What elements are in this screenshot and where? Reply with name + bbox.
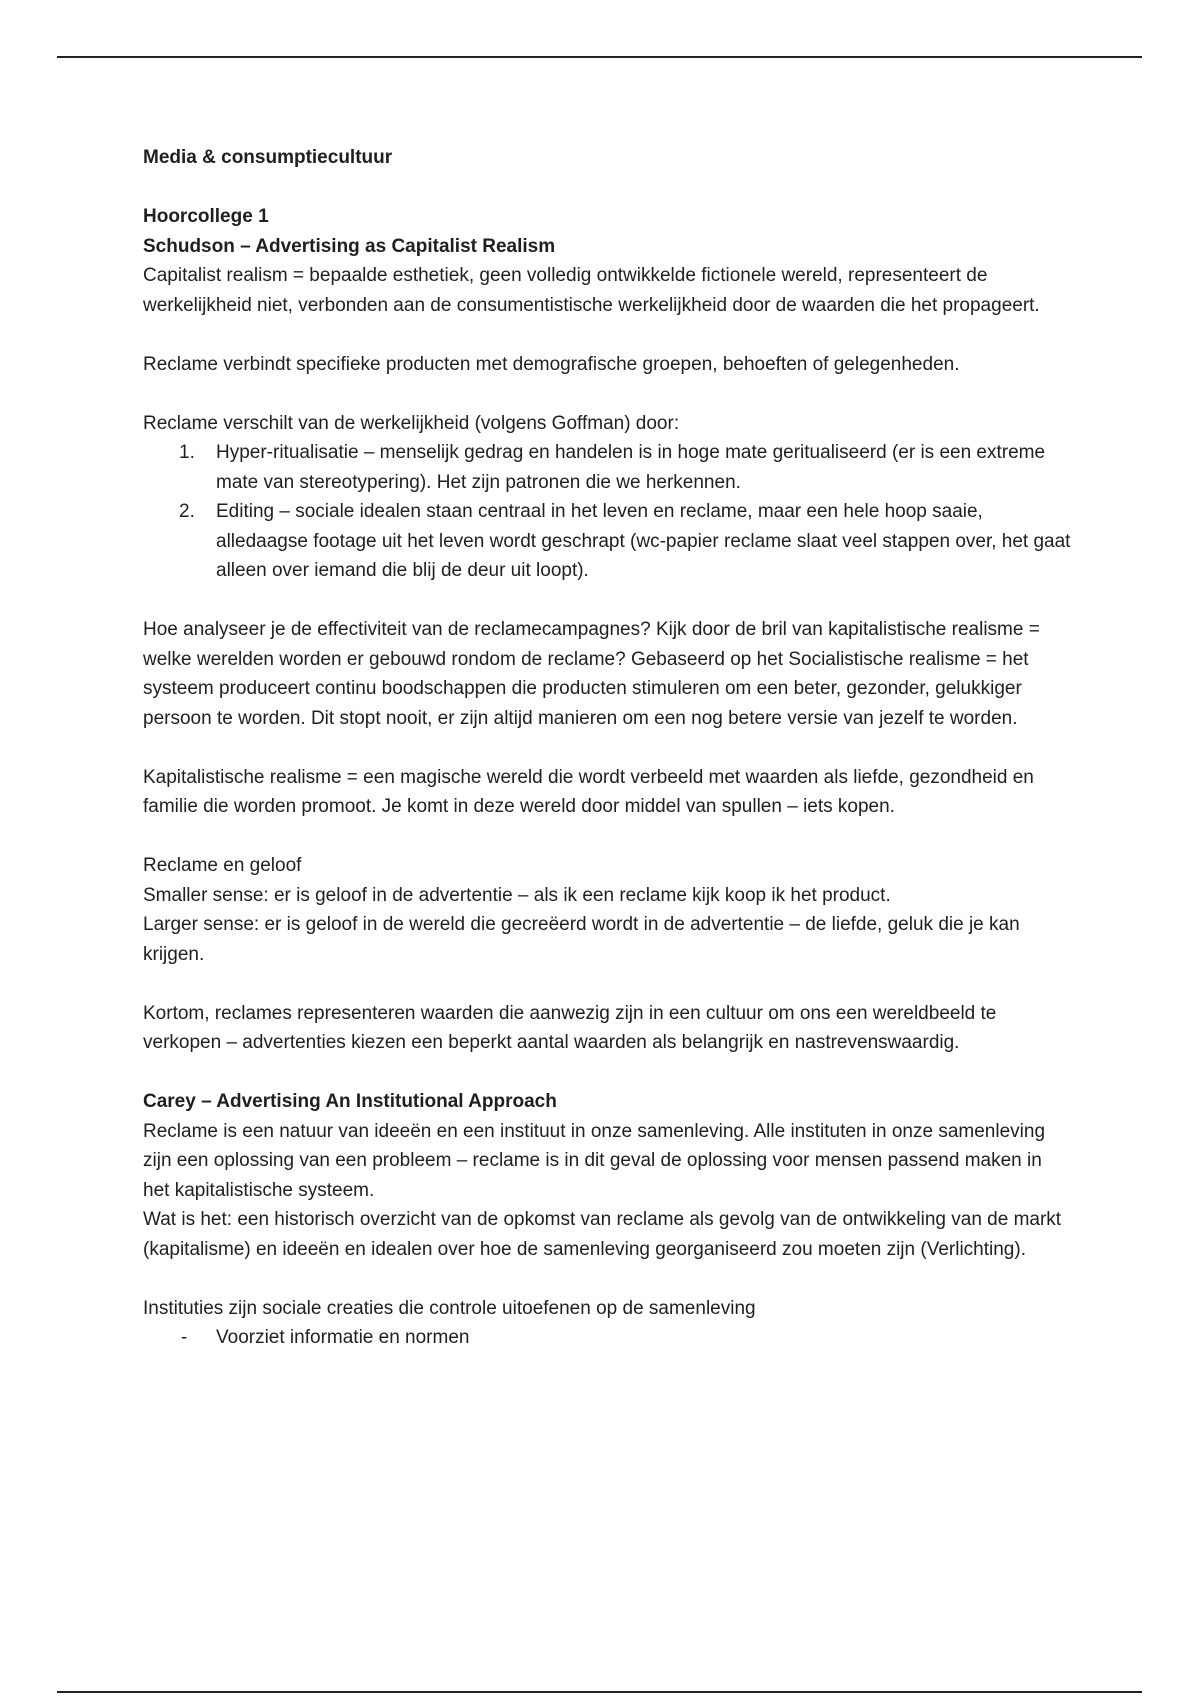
list-marker: - <box>181 1327 188 1348</box>
bullet-list <box>143 1323 1073 1353</box>
section-heading-carey: Carey – Advertising An Institutional Approach <box>143 1091 557 1112</box>
lecture-heading: Hoorcollege 1 <box>143 206 269 227</box>
paragraph: Capitalist realism = bepaalde esthetiek, geen volledig ontwikkelde fictionele wereld, representeert de werkelijkheid niet, verbonden aan de consumentistische werkelijkheid door de waarden die het propageert. <box>143 265 1040 316</box>
paragraph: Larger sense: er is geloof in de wereld die gecreëerd wordt in de advertentie – de liefde, geluk die je kan krijgen. <box>143 914 1020 965</box>
paragraph: Kortom, reclames representeren waarden die aanwezig zijn in een cultuur om ons een wereldbeeld te verkopen – advertenties kiezen een beperkt aantal waarden als belangrijk en nastrevenswaardig. <box>143 1002 997 1053</box>
header-rule <box>57 56 1142 58</box>
list-item-text: Hyper-ritualisatie – menselijk gedrag en handelen is in hoge mate geritualiseerd (er is een extreme mate van stereotypering). Het zijn patronen die we herkennen. <box>216 442 1046 493</box>
document-title: Media & consumptiecultuur <box>143 147 393 168</box>
subheading-reclame-geloof: Reclame en geloof <box>143 855 302 876</box>
list-marker: 2. <box>179 501 195 522</box>
numbered-list <box>143 438 1073 586</box>
paragraph: Wat is het: een historisch overzicht van de opkomst van reclame als gevolg van de ontwikkeling van de markt (kapitalisme) en ideeën en idealen over hoe de samenleving georganiseerd zou moeten zijn (Verlichting). <box>143 1209 1062 1260</box>
paragraph: Hoe analyseer je de effectiviteit van de reclamecampagnes? Kijk door de bril van kapitalistische realisme = welke werelden worden er gebouwd rondom de reclame? Gebaseerd op het Socialistische realisme = het systeem produceert continu boodschappen die producten stimuleren om een beter, gezonder, gelukkiger persoon te worden. Dit stopt nooit, er zijn altijd manieren om een nog betere versie van jezelf te worden. <box>143 619 1040 729</box>
list-item <box>143 1323 1073 1353</box>
list-marker: 1. <box>179 442 195 463</box>
paragraph: Reclame is een natuur van ideeën en een instituut in onze samenleving. Alle instituten in onze samenleving zijn een oplossing van een probleem – reclame is in dit geval de oplossing voor mensen passend maken in het kapitalistische systeem. <box>143 1120 1046 1201</box>
paragraph: Reclame verbindt specifieke producten met demografische groepen, behoeften of gelegenheden. <box>143 353 960 375</box>
document-page <box>143 143 1073 1353</box>
list-item-text: Editing – sociale idealen staan centraal in het leven en reclame, maar een hele hoop saaie, alledaagse footage uit het leven wordt geschrapt (wc-papier reclame slaat veel stappen over, het gaat alleen over iemand die blij de deur uit loopt). <box>216 501 1071 581</box>
paragraph: Instituties zijn sociale creaties die controle uitoefenen op de samenleving <box>143 1297 756 1319</box>
paragraph: Smaller sense: er is geloof in de advertentie – als ik een reclame kijk koop ik het product. <box>143 884 891 906</box>
list-item <box>143 438 1073 497</box>
footer-rule <box>57 1691 1142 1693</box>
list-item-text: Voorziet informatie en normen <box>216 1327 470 1348</box>
paragraph: Reclame verschilt van de werkelijkheid (volgens Goffman) door: <box>143 412 680 434</box>
section-heading-schudson: Schudson – Advertising as Capitalist Realism <box>143 235 556 257</box>
list-item <box>143 497 1073 586</box>
paragraph: Kapitalistische realisme = een magische wereld die wordt verbeeld met waarden als liefde, gezondheid en familie die worden promoot. Je komt in deze wereld door middel van spullen – iets kopen. <box>143 766 1034 817</box>
